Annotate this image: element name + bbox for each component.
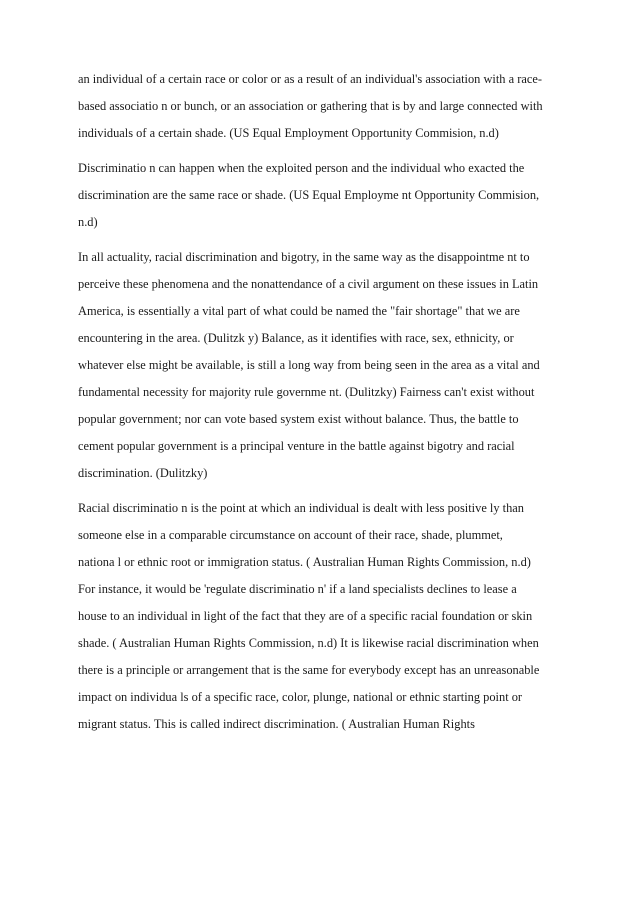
text-line: In all actuality, racial discrimination and bigotry, in the same way as the disappointme nt to (78, 250, 530, 264)
text-line: there is a principle or arrangement that is the same for everybody except has an unreasonable (78, 663, 540, 677)
text-line: Racial discriminatio n is the point at which an individual is dealt with less positive ly than (78, 501, 524, 515)
text-line: Discriminatio n can happen when the exploited person and the individual who exacted the (78, 161, 525, 175)
text-line: fundamental necessity for majority rule governme nt. (Dulitzky) Fairness can't exist without (78, 385, 535, 399)
text-line: nationa l or ethnic root or immigration status. ( Australian Human Rights Commission, n.d) (78, 555, 531, 569)
text-line: individuals of a certain shade. (US Equal Employment Opportunity Commision, n.d) (78, 126, 499, 140)
text-line: perceive these phenomena and the nonattendance of a civil argument on these issues in Latin (78, 277, 539, 291)
body-text (78, 66, 568, 738)
text-line: popular government; nor can vote based system exist without balance. Thus, the battle to (78, 412, 519, 426)
text-line: discrimination are the same race or shade. (US Equal Employme nt Opportunity Commision, (78, 188, 540, 202)
text-line: migrant status. This is called indirect discrimination. ( Australian Human Rights (78, 717, 475, 731)
text-line: discrimination. (Dulitzky) (78, 466, 208, 480)
text-line: whatever else might be available, is still a long way from being seen in the area as a vital and (78, 358, 540, 372)
paragraph (78, 244, 568, 487)
text-line: n.d) (78, 215, 98, 229)
text-line: America, is essentially a vital part of what could be named the "fair shortage" that we are (78, 304, 520, 318)
text-line: house to an individual in light of the fact that they are of a specific racial foundation or skin (78, 609, 533, 623)
text-line: impact on individua ls of a specific race, color, plunge, national or ethnic starting point or (78, 690, 523, 704)
paragraph (78, 66, 568, 147)
text-line: an individual of a certain race or color or as a result of an individual's association with a race- (78, 72, 542, 86)
text-line: cement popular government is a principal venture in the battle against bigotry and racial (78, 439, 515, 453)
paragraph (78, 495, 568, 738)
text-line: encountering in the area. (Dulitzk y) Balance, as it identifies with race, sex, ethnicity, or (78, 331, 514, 345)
text-line: based associatio n or bunch, or an association or gathering that is by and large connected with (78, 99, 543, 113)
text-line: someone else in a comparable circumstance on account of their race, shade, plummet, (78, 528, 503, 542)
paragraph (78, 155, 568, 236)
text-line: shade. ( Australian Human Rights Commission, n.d) It is likewise racial discrimination when (78, 636, 539, 650)
text-line: For instance, it would be 'regulate discriminatio n' if a land specialists declines to lease a (78, 582, 517, 596)
